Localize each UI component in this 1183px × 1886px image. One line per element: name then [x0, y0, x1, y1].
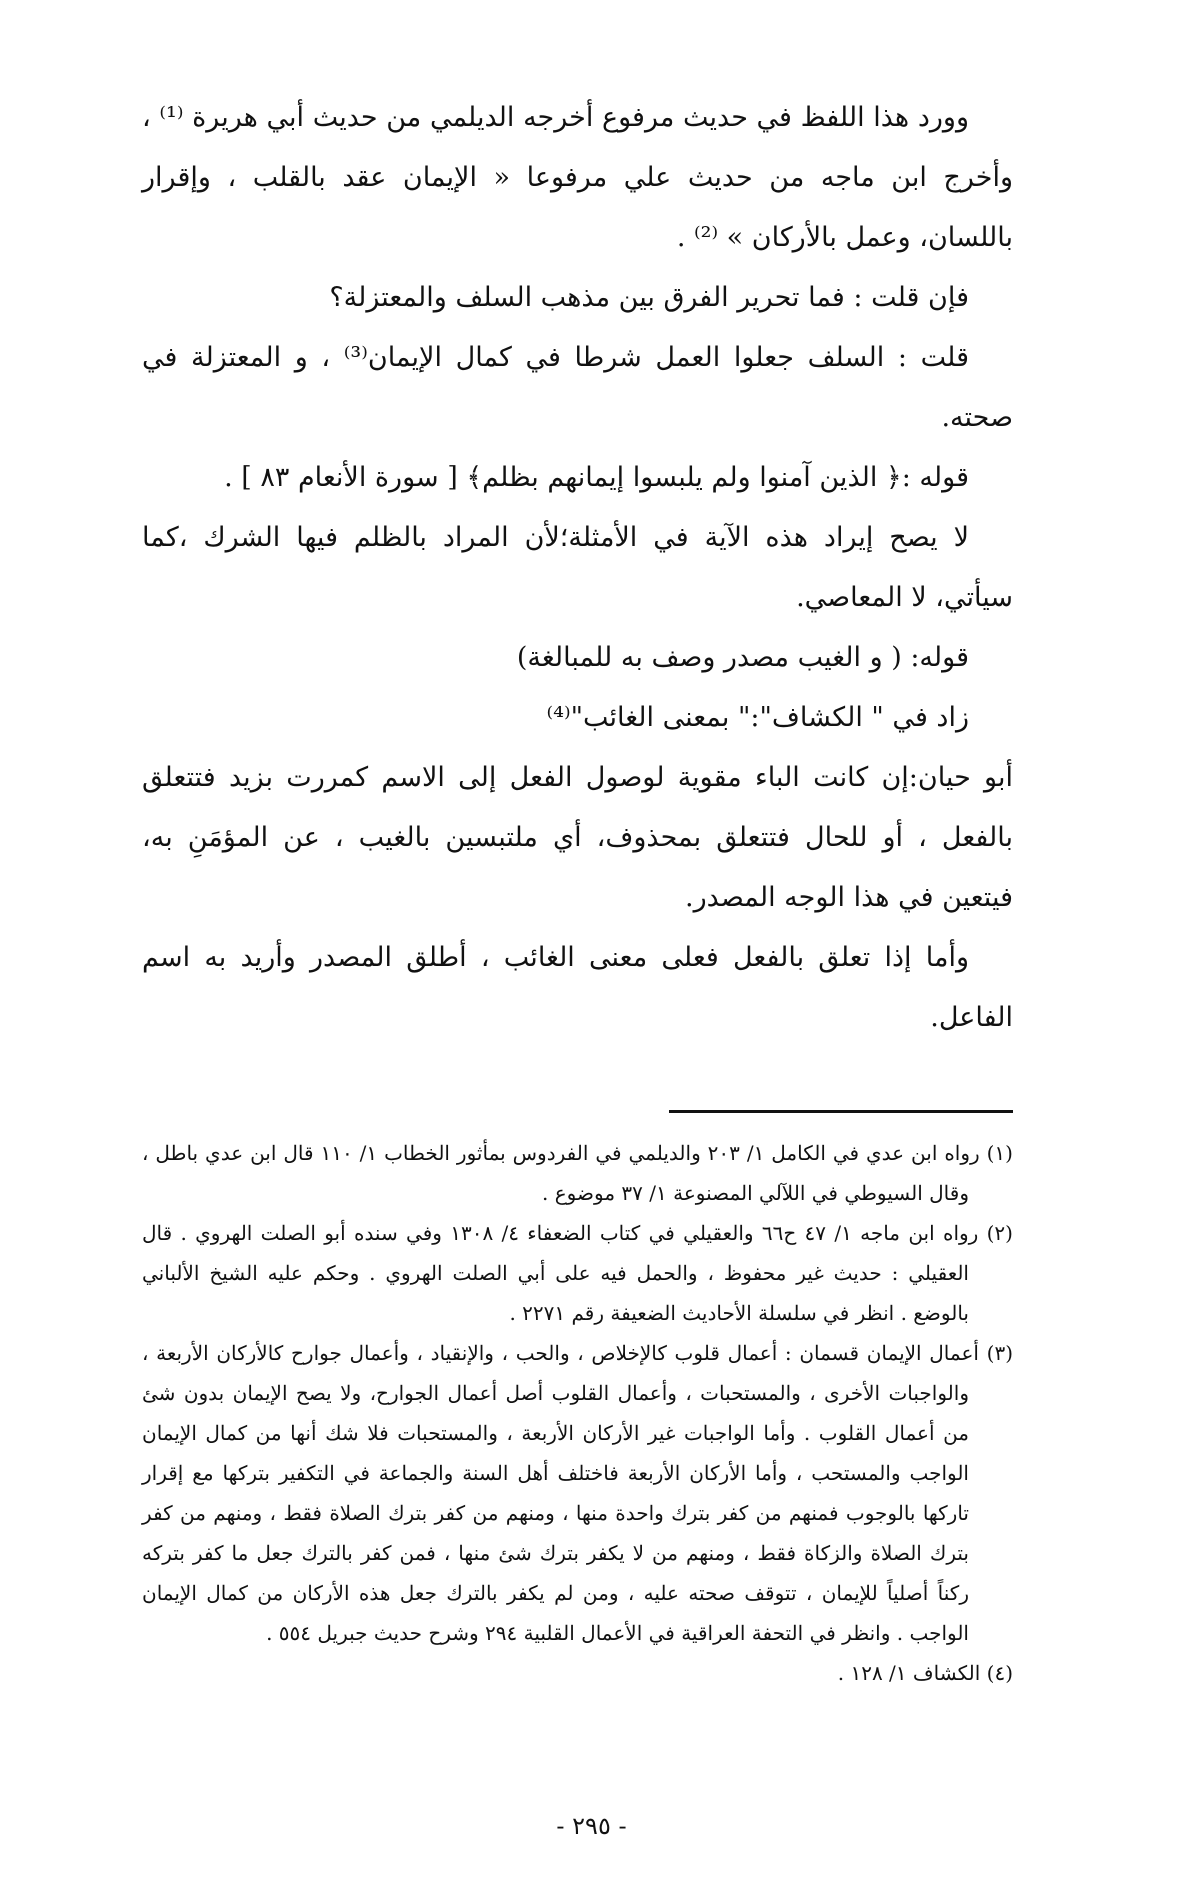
paragraph-2: فإن قلت : فما تحرير الفرق بين مذهب السلف والمعتزلة؟: [329, 282, 969, 313]
paragraph-6: قوله: ( و الغيب مصدر وصف به للمبالغة): [516, 642, 969, 673]
footnote-4: (٤) الكشاف ١/ ١٢٨ .: [837, 1661, 1013, 1685]
paragraph-1: وورد هذا اللفظ في حديث مرفوع أخرجه الديلمي من حديث أبي هريرة ⁽¹⁾ ، وأخرج ابن ماجه من حديث علي مرفوعا « الإيمان عقد بالقلب ، وإقرار باللسان، وعمل بالأركان » ⁽²⁾ .: [142, 102, 1013, 253]
footnote-2: (٢) رواه ابن ماجه ١/ ٤٧ ح٦٦ والعقيلي في كتاب الضعفاء ٤/ ١٣٠٨ وفي سنده أبو الصلت الهروي . قال العقيلي : حديث غير محفوظ ، والحمل فيه على أبي الصلت الهروي . وحكم عليه الشيخ الألباني بالوضع . انظر في سلسلة الأحاديث الضعيفة رقم ٢٢٧١ .: [142, 1221, 1013, 1325]
main-text: [142, 88, 1013, 1048]
paragraph-8: أبو حيان:إن كانت الباء مقوية لوصول الفعل إلى الاسم كمررت بزيد فتتعلق بالفعل ، أو للحال فتتعلق بمحذوف، أي ملتبسين بالغيب ، عن المؤمَنِ به، فيتعين في هذا الوجه المصدر.: [142, 762, 1013, 913]
paragraph-7: زاد في " الكشاف":" بمعنى الغائب"⁽⁴⁾: [546, 702, 969, 733]
paragraph-4: قوله :﴿ الذين آمنوا ولم يلبسوا إيمانهم بظلم﴾ [ سورة الأنعام ٨٣ ] .: [224, 462, 969, 493]
paragraph-3: قلت : السلف جعلوا العمل شرطا في كمال الإيمان⁽³⁾ ، و المعتزلة في صحته.: [142, 342, 1013, 433]
footnotes: [142, 1133, 1013, 1693]
page-number: - ٢٩٥ -: [556, 1812, 627, 1840]
footnote-1: (١) رواه ابن عدي في الكامل ١/ ٢٠٣ والديلمي في الفردوس بمأثور الخطاب ١/ ١١٠ قال ابن عدي باطل ، وقال السيوطي في اللآلي المصنوعة ١/ ٣٧ موضوع .: [142, 1141, 1013, 1205]
paragraph-9: وأما إذا تعلق بالفعل فعلى معنى الغائب ، أطلق المصدر وأريد به اسم الفاعل.: [142, 942, 1013, 1033]
paragraph-5: لا يصح إيراد هذه الآية في الأمثلة؛لأن المراد بالظلم فيها الشرك ،كما سيأتي، لا المعاصي.: [142, 522, 1013, 613]
footnote-separator: [669, 1110, 1013, 1113]
footnote-3: (٣) أعمال الإيمان قسمان : أعمال قلوب كالإخلاص ، والحب ، والإنقياد ، وأعمال جوارح كالأركان الأربعة ، والواجبات الأخرى ، والمستحبات ، وأعمال القلوب أصل أعمال الجوارح، ولا يصح الإيمان بدون شئ من أعمال القلوب . وأما الواجبات غير الأركان الأربعة ، والمستحبات فلا شك أنها من كمال الإيمان الواجب والمستحب ، وأما الأركان الأربعة فاختلف أهل السنة والجماعة في التكفير بتركها مع إقرار تاركها بالوجوب فمنهم من كفر بترك واحدة منها ، ومنهم من كفر بترك الصلاة فقط ، ومنهم من كفر بترك الصلاة والزكاة فقط ، ومنهم من لا يكفر بترك شئ منها ، فمن كفر بالترك جعل ما كفر بتركه ركناً أصلياً للإيمان ، تتوقف صحته عليه ، ومن لم يكفر بالترك جعل هذه الأركان من كمال الإيمان الواجب . وانظر في التحفة العراقية في الأعمال القلبية ٢٩٤ وشرح حديث جبريل ٥٥٤ .: [142, 1341, 1013, 1645]
